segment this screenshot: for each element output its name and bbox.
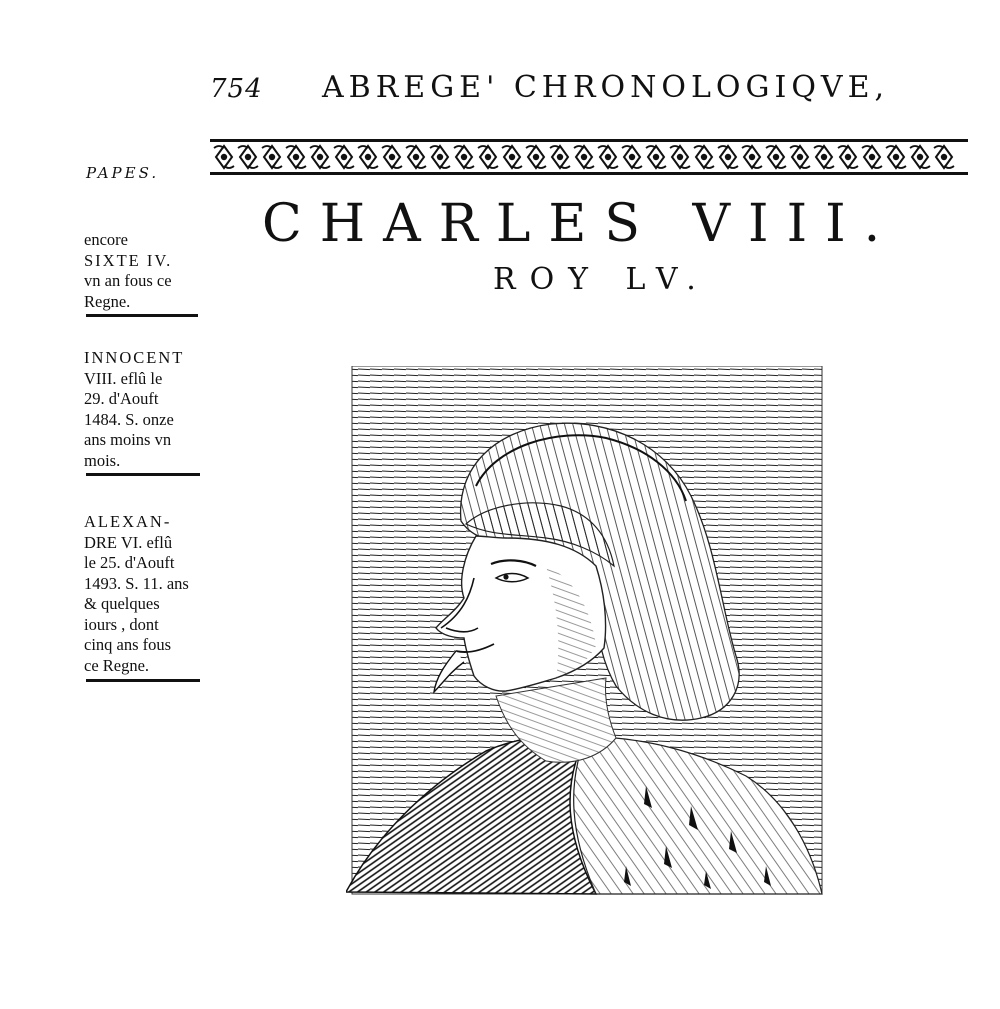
- ornament-motif: [550, 146, 570, 168]
- ornament-motif: [358, 146, 378, 168]
- note-line: Regne.: [84, 291, 131, 311]
- ornamental-border-band-icon: [210, 138, 968, 176]
- margin-rule: [86, 473, 200, 476]
- note-line: 1484. S. onze: [84, 409, 174, 429]
- ornament-motif: [598, 146, 618, 168]
- ornament-motif: [238, 146, 258, 168]
- ornament-motif: [286, 146, 306, 168]
- ornament-motif: [838, 146, 858, 168]
- margin-heading: PAPES.: [86, 164, 160, 182]
- margin-note-2: [84, 348, 204, 471]
- note-line: vn an fous ce: [84, 271, 172, 290]
- ornament-motif: [862, 146, 882, 168]
- page-title: CHARLES VIII.: [262, 194, 899, 254]
- ornament-motif: [478, 146, 498, 168]
- ornament-motif: [742, 146, 762, 168]
- note-line: DRE VI. eflû: [84, 532, 173, 552]
- ornament-motif: [526, 146, 546, 168]
- note-line: SIXTE IV.: [84, 250, 173, 270]
- ornament-motif: [646, 146, 666, 168]
- ornament-motif: [214, 146, 234, 168]
- note-line: ce Regne.: [84, 655, 150, 675]
- note-line: 29. d'Aouft: [84, 389, 159, 408]
- ornament-motif: [886, 146, 906, 168]
- note-line: & quelques: [84, 594, 160, 613]
- ornament-motif: [814, 146, 834, 168]
- ornament-motif: [574, 146, 594, 168]
- page-subtitle: ROY LV.: [493, 262, 710, 297]
- note-line: ALEXAN-: [84, 512, 172, 531]
- ornament-motif: [766, 146, 786, 168]
- ornament-motif: [502, 146, 522, 168]
- ornament-motif: [382, 146, 402, 168]
- ornament-motif: [718, 146, 738, 168]
- ornament-motif: [790, 146, 810, 168]
- ornament-motif: [430, 146, 450, 168]
- running-title: ABREGE' CHRONOLOGIQVE,: [322, 70, 890, 105]
- ornament-motif: [622, 146, 642, 168]
- note-line: iours , dont: [84, 614, 159, 634]
- note-line: le 25. d'Aouft: [84, 553, 175, 572]
- note-line: mois.: [84, 450, 121, 470]
- note-line: ans moins vn: [84, 430, 172, 449]
- ornament-motif: [406, 146, 426, 168]
- margin-rule: [86, 314, 198, 317]
- ornament-motif: [670, 146, 690, 168]
- ornament-motif: [694, 146, 714, 168]
- note-line: encore: [84, 230, 128, 249]
- note-line: INNOCENT: [84, 348, 185, 367]
- ornament-motif: [454, 146, 474, 168]
- page-number: 754: [210, 74, 263, 104]
- ornament-motif: [934, 146, 954, 168]
- note-line: cinq ans fous: [84, 635, 172, 654]
- ornament-motif: [910, 146, 930, 168]
- margin-rule: [86, 679, 200, 682]
- ornament-motif: [334, 146, 354, 168]
- note-line: VIII. eflû le: [84, 368, 163, 388]
- margin-note-1: [84, 230, 204, 312]
- margin-note-3: [84, 512, 204, 676]
- note-line: 1493. S. 11. ans: [84, 573, 189, 593]
- ornament-motif: [262, 146, 282, 168]
- engraved-portrait-icon: [346, 366, 828, 896]
- ornament-motif: [310, 146, 330, 168]
